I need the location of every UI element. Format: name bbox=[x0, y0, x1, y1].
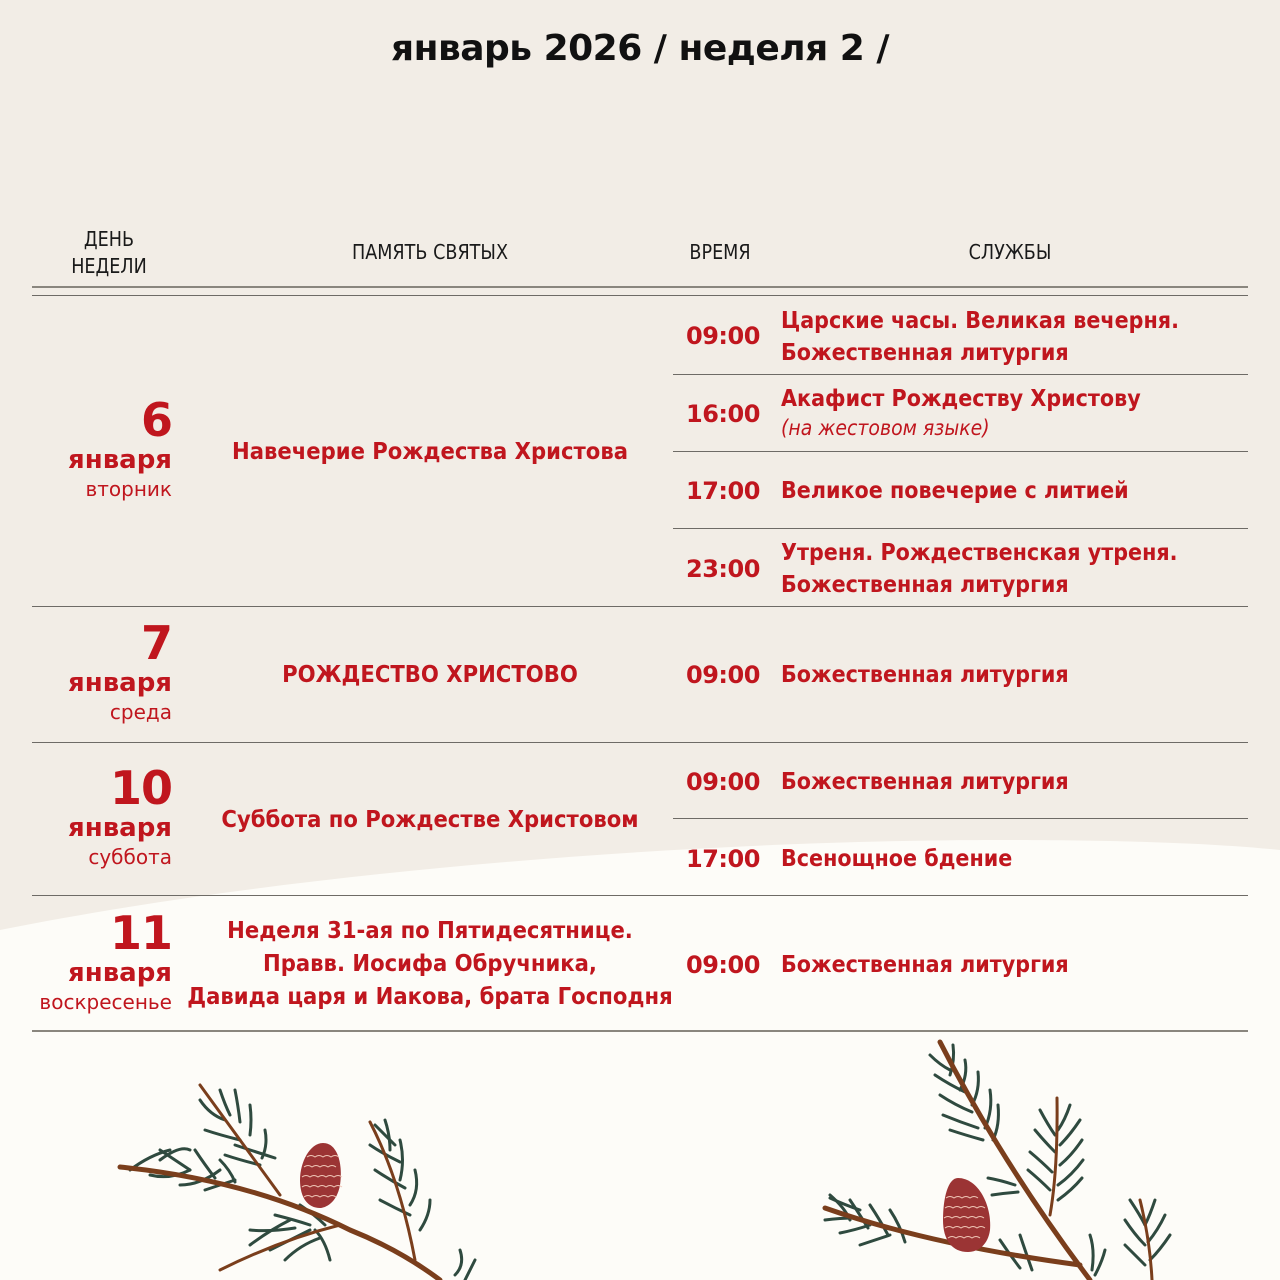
day-number: 10 bbox=[109, 761, 172, 815]
service-line: Всенощное бдение bbox=[781, 846, 1013, 872]
column-header-day-line2: НЕДЕЛИ bbox=[71, 254, 147, 278]
saints-line: Правв. Иосифа Обручника, bbox=[263, 951, 597, 977]
saints-line: Давида царя и Иакова, брата Господня bbox=[187, 984, 673, 1010]
service-time: 16:00 bbox=[686, 400, 760, 428]
day-month: января bbox=[68, 813, 172, 843]
day-month: января bbox=[68, 958, 172, 988]
saints-line: Неделя 31-ая по Пятидесятнице. bbox=[227, 918, 633, 944]
service-line: Великое повечерие с литией bbox=[781, 478, 1129, 504]
service-line: Божественная литургия bbox=[781, 572, 1069, 598]
pine-cone-icon bbox=[300, 1143, 342, 1208]
service-divider bbox=[673, 528, 1248, 529]
service-line: Божественная литургия bbox=[781, 340, 1069, 366]
pine-cone-icon bbox=[943, 1178, 990, 1252]
row-divider bbox=[32, 895, 1248, 896]
service-time: 09:00 bbox=[686, 768, 760, 796]
day-weekday: среда bbox=[109, 700, 172, 724]
service-time: 17:00 bbox=[686, 845, 760, 873]
pine-branch-right-icon bbox=[800, 1030, 1200, 1280]
service-name bbox=[781, 537, 1178, 601]
page-title: январь 2026 / неделя 2 / bbox=[390, 28, 890, 69]
service-divider bbox=[673, 818, 1248, 819]
day-number: 11 bbox=[109, 906, 172, 960]
service-name bbox=[781, 843, 1012, 875]
service-name bbox=[781, 659, 1069, 691]
saints-cell bbox=[200, 436, 660, 469]
saints-cell bbox=[200, 659, 660, 692]
service-name bbox=[781, 305, 1179, 369]
service-line: Божественная литургия bbox=[781, 952, 1069, 978]
row-divider bbox=[32, 1030, 1248, 1032]
service-divider bbox=[673, 374, 1248, 375]
saints-line: Навечерие Рождества Христова bbox=[231, 439, 628, 465]
saints-cell bbox=[200, 804, 660, 837]
service-name bbox=[781, 383, 1141, 441]
saints-line: РОЖДЕСТВО ХРИСТОВО bbox=[282, 662, 578, 688]
service-time: 09:00 bbox=[686, 951, 760, 979]
service-name bbox=[781, 475, 1129, 507]
column-header-day-line1: ДЕНЬ bbox=[83, 227, 135, 251]
day-cell bbox=[68, 393, 172, 502]
service-time: 17:00 bbox=[686, 477, 760, 505]
service-note: (на жестовом языке) bbox=[781, 416, 990, 440]
column-header-saints: ПАМЯТЬ СВЯТЫХ bbox=[351, 240, 509, 264]
column-header-services: СЛУЖБЫ bbox=[968, 240, 1052, 264]
pine-branch-left-icon bbox=[100, 1070, 500, 1280]
header-divider-top bbox=[32, 286, 1248, 288]
service-line: Божественная литургия bbox=[781, 662, 1069, 688]
service-time: 09:00 bbox=[686, 322, 760, 350]
service-line: Утреня. Рождественская утреня. bbox=[781, 540, 1178, 566]
service-line: Акафист Рождеству Христову bbox=[781, 386, 1141, 412]
day-cell bbox=[39, 906, 172, 1015]
day-cell bbox=[68, 616, 172, 725]
service-time: 09:00 bbox=[686, 661, 760, 689]
day-weekday: суббота bbox=[88, 845, 172, 869]
day-number: 7 bbox=[140, 616, 172, 670]
service-time: 23:00 bbox=[686, 555, 760, 583]
header-divider-bottom bbox=[32, 295, 1248, 296]
day-number: 6 bbox=[140, 393, 172, 447]
service-name bbox=[781, 766, 1069, 798]
service-line: Божественная литургия bbox=[781, 769, 1069, 795]
row-divider bbox=[32, 606, 1248, 607]
day-weekday: вторник bbox=[85, 477, 172, 501]
saints-line: Суббота по Рождестве Христовом bbox=[221, 807, 639, 833]
service-name bbox=[781, 949, 1069, 981]
column-header-time: ВРЕМЯ bbox=[689, 240, 751, 264]
day-cell bbox=[68, 761, 172, 870]
day-month: января bbox=[68, 445, 172, 475]
service-divider bbox=[673, 451, 1248, 452]
row-divider bbox=[32, 742, 1248, 743]
column-header-day bbox=[57, 226, 161, 280]
day-weekday: воскресенье bbox=[39, 990, 172, 1014]
saints-cell bbox=[172, 915, 687, 1014]
service-line: Царские часы. Великая вечерня. bbox=[781, 308, 1179, 334]
day-month: января bbox=[68, 668, 172, 698]
